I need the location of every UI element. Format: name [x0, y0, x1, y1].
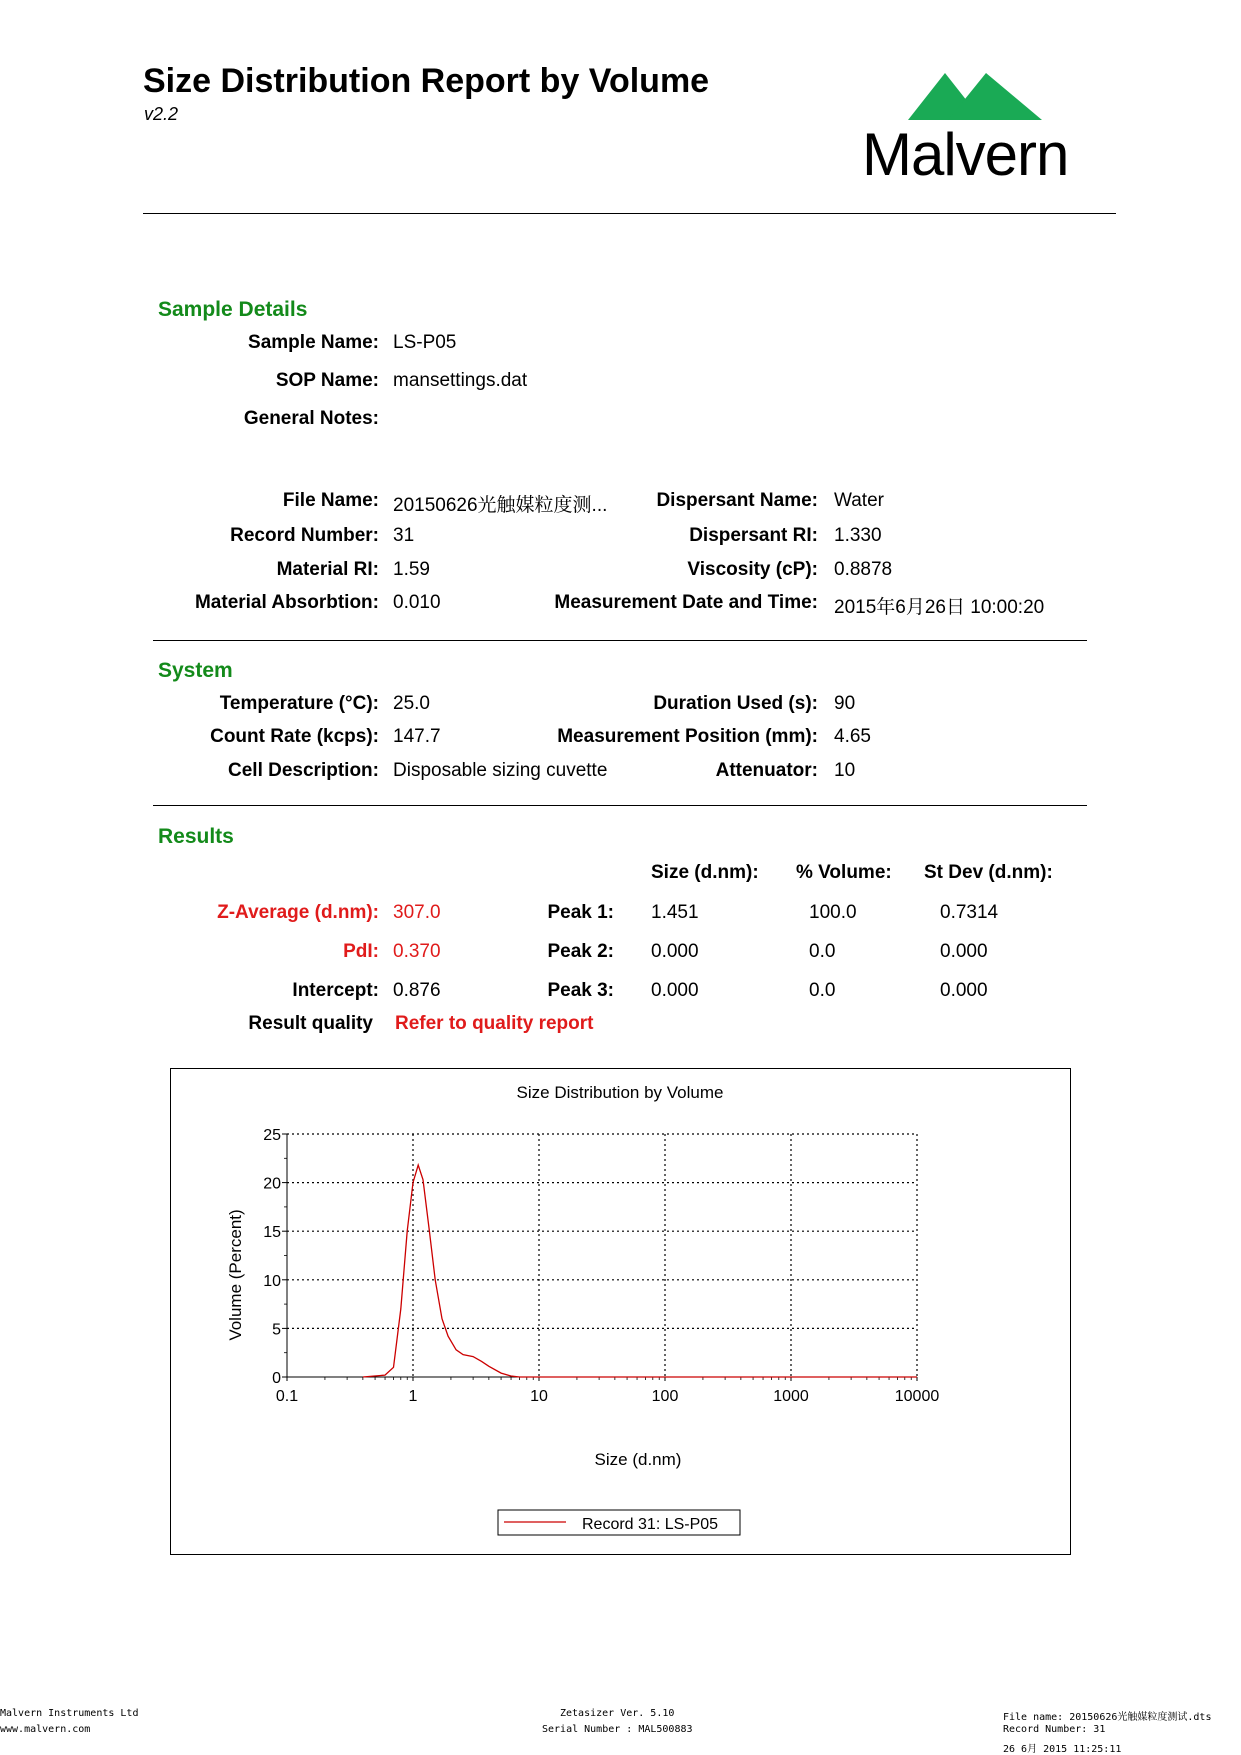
col-stdev-header: St Dev (d.nm):: [924, 862, 1053, 883]
x-tick-label: 0.1: [275, 1388, 299, 1405]
file-name-value: 20150626光触媒粒度测...: [393, 495, 608, 516]
legend-series-label: Record 31: LS-P05: [582, 1516, 719, 1533]
footer-website[interactable]: www.malvern.com: [0, 1724, 91, 1735]
x-tick-label: 10000: [894, 1388, 940, 1405]
peak-2-volume: 0.0: [809, 941, 836, 962]
system-divider: [153, 805, 1087, 806]
sample-name-value: LS-P05: [393, 332, 457, 353]
measurement-position-label: Measurement Position (mm):: [557, 726, 818, 747]
result-quality-label: Result quality: [248, 1013, 373, 1034]
footer-serial: Serial Number : MAL500883: [542, 1724, 693, 1735]
material-absorbtion-value: 0.010: [393, 592, 441, 613]
footer-company: Malvern Instruments Ltd: [0, 1708, 139, 1719]
x-tick-label: 1: [408, 1388, 418, 1405]
sample-name-label: Sample Name:: [248, 332, 379, 353]
material-ri-value: 1.59: [393, 559, 430, 580]
cell-description-value: Disposable sizing cuvette: [393, 760, 608, 781]
peak-2-size: 0.000: [651, 941, 699, 962]
report-title: Size Distribution Report by Volume: [143, 62, 710, 100]
temperature-label: Temperature (°C):: [219, 693, 379, 714]
peak-1-size: 1.451: [651, 902, 699, 923]
chart-svg: [171, 1069, 1070, 1554]
chart-grid: [287, 1134, 917, 1377]
section-system: System: [158, 659, 233, 682]
footer-software: Zetasizer Ver. 5.10: [560, 1708, 675, 1719]
header-divider: [143, 213, 1116, 214]
y-tick-label: 0: [272, 1370, 281, 1387]
peak-3-label: Peak 3:: [547, 980, 614, 1001]
footer-date: 26 6月 2015 11:25:11: [1003, 1744, 1122, 1755]
peak-1-stdev: 0.7314: [940, 902, 999, 923]
chart-axes: [263, 1127, 939, 1405]
peak-3-stdev: 0.000: [940, 980, 988, 1001]
measurement-date-value: 2015年6月26日 10:00:20: [834, 597, 1045, 618]
y-tick-label: 25: [263, 1127, 281, 1144]
y-tick-label: 20: [263, 1175, 281, 1193]
cell-description-label: Cell Description:: [228, 760, 379, 781]
y-axis-label: Volume (Percent): [226, 1209, 245, 1341]
material-absorbtion-label: Material Absorbtion:: [194, 592, 379, 613]
measurement-date-label: Measurement Date and Time:: [554, 592, 818, 613]
attenuator-label: Attenuator:: [715, 760, 818, 781]
chart-series: [363, 1165, 917, 1377]
footer-file-name: File name: 20150626光触媒粒度测试.dts: [1003, 1712, 1212, 1723]
dispersant-name-label: Dispersant Name:: [656, 490, 818, 511]
col-size-header: Size (d.nm):: [651, 862, 759, 883]
intercept-label: Intercept:: [292, 980, 379, 1001]
record-number-label: Record Number:: [230, 525, 379, 546]
y-tick-label: 15: [263, 1224, 281, 1242]
series-line: [363, 1165, 917, 1377]
attenuator-value: 10: [834, 760, 856, 781]
x-axis-label: Size (d.nm): [594, 1450, 682, 1469]
size-distribution-chart: [170, 1068, 1071, 1555]
chart-title: Size Distribution by Volume: [516, 1083, 724, 1102]
count-rate-value: 147.7: [393, 726, 441, 747]
sample-divider: [153, 640, 1087, 641]
y-tick-label: 5: [272, 1321, 281, 1339]
peak-1-label: Peak 1:: [547, 902, 614, 923]
result-quality-value: Refer to quality report: [395, 1013, 594, 1034]
z-average-value: 307.0: [393, 902, 441, 923]
dispersant-ri-label: Dispersant RI:: [689, 525, 818, 546]
dispersant-name-value: Water: [834, 490, 884, 511]
general-notes-label: General Notes:: [243, 408, 379, 429]
record-number-value: 31: [393, 525, 415, 546]
material-ri-label: Material RI:: [276, 559, 379, 580]
peak-3-size: 0.000: [651, 980, 699, 1001]
footer-record-number: Record Number: 31: [1003, 1724, 1106, 1735]
pdi-label: PdI:: [343, 941, 379, 962]
peak-2-label: Peak 2:: [547, 941, 614, 962]
x-tick-label: 100: [651, 1388, 679, 1405]
pdi-value: 0.370: [393, 941, 441, 962]
z-average-label: Z-Average (d.nm):: [217, 902, 379, 923]
section-results: Results: [158, 825, 234, 848]
intercept-value: 0.876: [393, 980, 441, 1001]
dispersant-ri-value: 1.330: [834, 525, 882, 546]
viscosity-value: 0.8878: [834, 559, 893, 580]
count-rate-label: Count Rate (kcps):: [210, 726, 379, 747]
x-tick-label: 1000: [773, 1388, 809, 1405]
sop-name-value: mansettings.dat: [393, 370, 528, 391]
duration-value: 90: [834, 693, 856, 714]
viscosity-label: Viscosity (cP):: [687, 559, 818, 580]
duration-label: Duration Used (s):: [653, 693, 818, 714]
chart-legend: [498, 1510, 740, 1535]
y-tick-label: 10: [263, 1272, 281, 1290]
peak-1-volume: 100.0: [809, 902, 857, 923]
section-sample-details: Sample Details: [158, 298, 308, 321]
file-name-label: File Name:: [282, 490, 379, 511]
malvern-logo: [862, 70, 1092, 190]
peak-2-stdev: 0.000: [940, 941, 988, 962]
x-tick-label: 10: [530, 1388, 548, 1405]
col-volume-header: % Volume:: [796, 862, 892, 883]
sop-name-label: SOP Name:: [275, 370, 379, 391]
peak-3-volume: 0.0: [809, 980, 836, 1001]
logo-wordmark: Malvern: [862, 121, 1069, 188]
report-version: v2.2: [144, 104, 179, 124]
measurement-position-value: 4.65: [834, 726, 871, 747]
temperature-value: 25.0: [393, 693, 430, 714]
